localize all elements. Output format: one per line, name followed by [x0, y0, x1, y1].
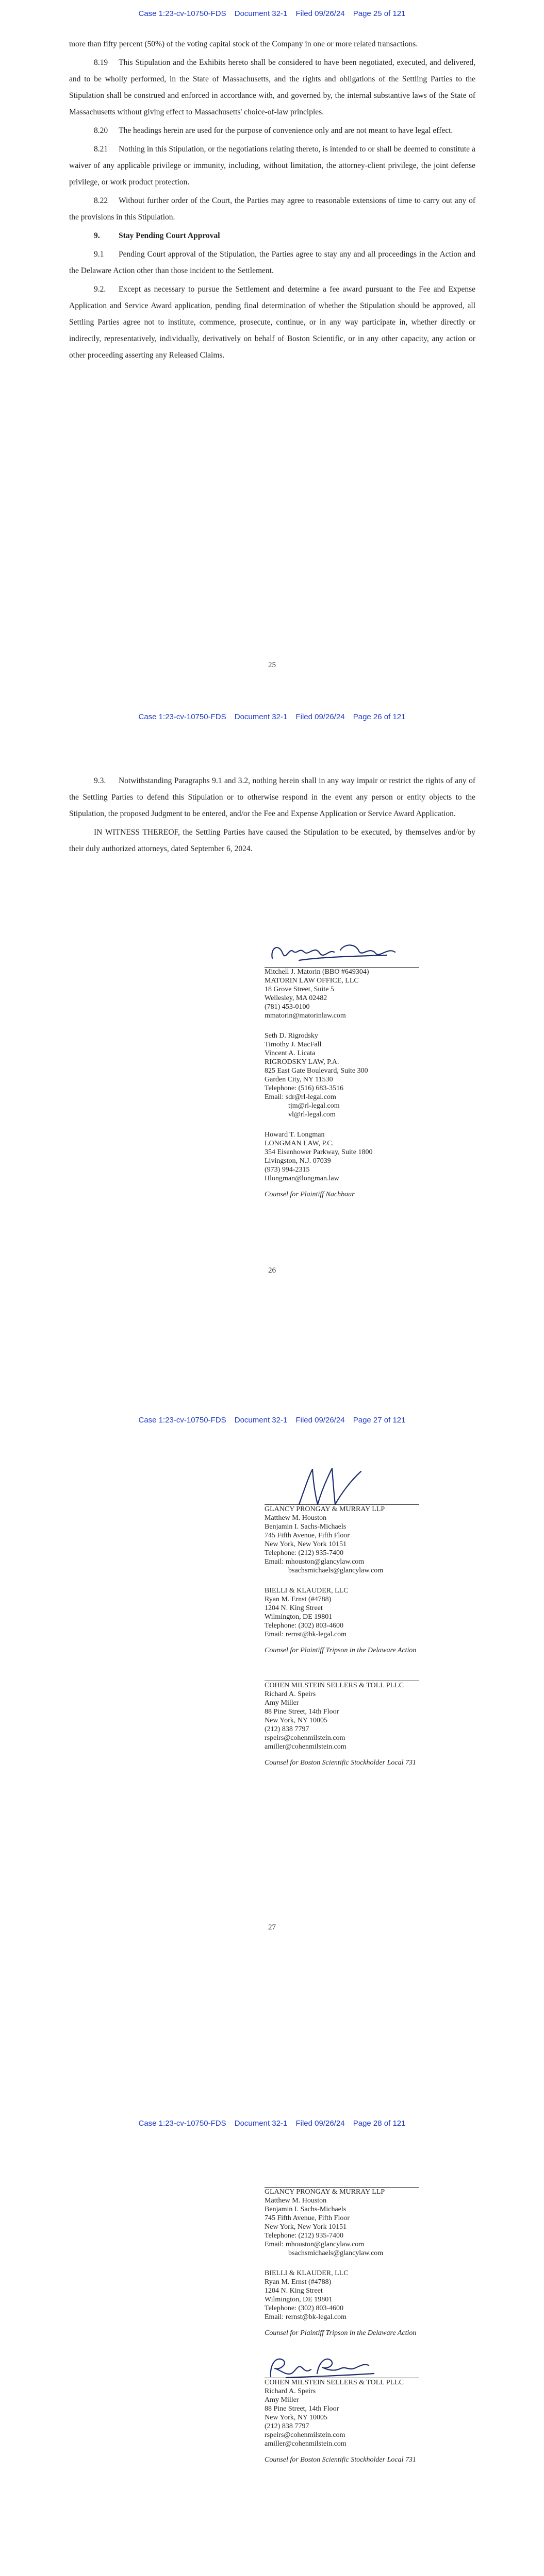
houston-signature [289, 1464, 371, 1507]
email: Email: rernst@bk-legal.com [265, 1631, 347, 1638]
rigrodsky-block [265, 1031, 435, 1119]
phone: Telephone: (516) 683-3516 [265, 1084, 343, 1092]
email: Email: mhouston@glancylaw.com [265, 2241, 365, 2248]
filed-date: Filed 09/26/24 [295, 713, 345, 721]
page-26 [0, 703, 544, 1406]
page-number: 27 [268, 1923, 276, 1931]
email: mmatorin@matorinlaw.com [265, 1012, 346, 1020]
case-number: Case 1:23-cv-10750-FDS [138, 2119, 226, 2128]
address-line: Wellesley, MA 02482 [265, 994, 327, 1002]
paragraph-8-19 [69, 55, 475, 121]
bielli-block [265, 1586, 435, 1639]
email: Email: rernst@bk-legal.com [265, 2313, 347, 2321]
longman-block [265, 1130, 435, 1183]
firm-name: BIELLI & KLAUDER, LLC [265, 1587, 349, 1595]
phone: (973) 994-2315 [265, 1166, 310, 1174]
glancy-block [265, 1505, 435, 1575]
paragraph-8-20 [69, 123, 475, 139]
glancy-block [265, 2188, 435, 2258]
paragraph-text: Pending Court approval of the Stipulation, the Parties agree to stay any and all proceedings in the Action and the Delaware Action other than those incident to the Settlement. [69, 250, 475, 275]
address-line: Wilmington, DE 19801 [265, 2296, 333, 2303]
filed-date: Filed 09/26/24 [295, 1416, 345, 1425]
filed-date: Filed 09/26/24 [295, 9, 345, 18]
attorney-name: Benjamin I. Sachs-Michaels [265, 2206, 347, 2213]
signature-block-glancy [265, 1504, 435, 1655]
counsel-designation: Counsel for Boston Scientific Stockholder Local 731 [265, 2456, 416, 2464]
document-number: Document 32-1 [234, 713, 288, 721]
address-line: 354 Eisenhower Parkway, Suite 1800 [265, 1148, 373, 1156]
page-number: 26 [268, 1266, 276, 1275]
attorney-name: Amy Miller [265, 2396, 299, 2404]
counsel-designation: Counsel for Plaintiff Tripson in the Delaware Action [265, 1647, 417, 1654]
firm-name: COHEN MILSTEIN SELLERS & TOLL PLLC [265, 2379, 404, 2386]
ecf-header [0, 1416, 544, 1425]
page-27 [0, 1406, 544, 2110]
email: Email: sdr@rl-legal.com [265, 1093, 336, 1101]
address-line: 1204 N. King Street [265, 1604, 323, 1612]
address-line: New York, NY 10005 [265, 1717, 327, 1724]
page-of: Page 27 of 121 [353, 1416, 406, 1425]
page-of: Page 26 of 121 [353, 713, 406, 721]
address-line: 745 Fifth Avenue, Fifth Floor [265, 1532, 350, 1539]
paragraph-number: 8.19 [94, 58, 108, 67]
attorney-name: Benjamin I. Sachs-Michaels [265, 1523, 347, 1531]
case-number: Case 1:23-cv-10750-FDS [138, 713, 226, 721]
attorney-name: Mitchell J. Matorin (BBO #649304) [265, 968, 369, 976]
address-line: 88 Pine Street, 14th Floor [265, 1708, 339, 1716]
phone: (212) 838 7797 [265, 2422, 309, 2430]
firm-name: GLANCY PRONGAY & MURRAY LLP [265, 1505, 385, 1513]
speirs-signature [266, 2353, 384, 2381]
paragraph-text: Notwithstanding Paragraphs 9.1 and 3.2, nothing herein shall in any way impair or restrict the rights of any of the Settling Parties to defend this Stipulation or to otherwise respond in the event any person or entity objects to the Stipulation, the proposed Judgment to be entered, and/or the Fee and Expense Application or Service Award Application. [69, 776, 475, 818]
phone: Telephone: (302) 803-4600 [265, 2304, 343, 2312]
attorney-name: Howard T. Longman [265, 1131, 325, 1139]
email: Hlongman@longman.law [265, 1175, 339, 1182]
paragraph-number: 8.20 [94, 126, 108, 135]
attorney-name: Timothy J. MacFall [265, 1041, 322, 1048]
phone: Telephone: (212) 935-7400 [265, 2232, 343, 2240]
counsel-designation: Counsel for Boston Scientific Stockholder Local 731 [265, 1759, 416, 1767]
address-line: New York, New York 10151 [265, 2223, 347, 2231]
page-of: Page 25 of 121 [353, 9, 406, 18]
document-number: Document 32-1 [234, 1416, 288, 1425]
matorin-signature [268, 938, 407, 969]
attorney-name: Richard A. Speirs [265, 2387, 316, 2395]
page-body [69, 36, 475, 366]
section-heading-9 [69, 228, 475, 244]
page-body [69, 773, 475, 859]
firm-name: LONGMAN LAW, P.C. [265, 1140, 334, 1147]
address-line: New York, New York 10151 [265, 1540, 347, 1548]
paragraph-number: 9.1 [94, 250, 104, 259]
paragraph-text: Except as necessary to pursue the Settlement and determine a fee award pursuant to the Fee and Expense Application and Service Award application, pending final determination of whether the Stipulation should be approved, all Settling Parties agree not to institute, commence, prosecute, continue, or in any way participate in, whether directly or indirectly, representatively, individually, derivatively on behalf of Boston Scientific, or in any other capacity, any action or other proceeding asserting any Released Claims. [69, 285, 475, 360]
paragraph-number: 8.21 [94, 145, 108, 154]
signature-block-cohen [265, 1681, 435, 1767]
email: amiller@cohenmilstein.com [265, 1743, 347, 1751]
page-number: 25 [268, 661, 276, 669]
paragraph-number: 9.3. [94, 776, 106, 785]
email: tjm@rl-legal.com [288, 1102, 340, 1110]
case-number: Case 1:23-cv-10750-FDS [138, 9, 226, 18]
matorin-block [265, 968, 435, 1020]
counsel-designation: Counsel for Plaintiff Tripson in the Delaware Action [265, 2329, 417, 2337]
phone: Telephone: (212) 935-7400 [265, 1549, 343, 1557]
ecf-header [0, 713, 544, 721]
page-28 [0, 2110, 544, 2576]
cohen-block [265, 2378, 435, 2448]
paragraph-number: 8.22 [94, 196, 108, 205]
ecf-header [0, 2119, 544, 2128]
attorney-name: Seth D. Rigrodsky [265, 1032, 318, 1040]
firm-name: RIGRODSKY LAW, P.A. [265, 1058, 339, 1066]
filed-date: Filed 09/26/24 [295, 2119, 345, 2128]
phone: (212) 838 7797 [265, 1725, 309, 1733]
attorney-name: Ryan M. Ernst (#4788) [265, 2278, 332, 2286]
bielli-block [265, 2269, 435, 2321]
cohen-block [265, 1681, 435, 1751]
email: vl@rl-legal.com [288, 1111, 336, 1118]
address-line: 745 Fifth Avenue, Fifth Floor [265, 2214, 350, 2222]
paragraph-text: This Stipulation and the Exhibits hereto shall be considered to have been negotiated, executed, and delivered, and to be wholly performed, in the State of Massachusetts, and the rights and obligations of the Settling Parties to the Stipulation shall be construed and enforced in accordance with, and governed by, the internal substantive laws of the State of Massachusetts without giving effect to Massachusetts' choice-of-law principles. [69, 58, 475, 116]
email: bsachsmichaels@glancylaw.com [288, 1567, 384, 1574]
case-number: Case 1:23-cv-10750-FDS [138, 1416, 226, 1425]
email: bsachsmichaels@glancylaw.com [288, 2249, 384, 2257]
paragraph-9-2 [69, 281, 475, 364]
email: rspeirs@cohenmilstein.com [265, 2431, 345, 2439]
signature-block-plaintiff-nachbaur [265, 967, 435, 1199]
address-line: 1204 N. King Street [265, 2287, 323, 2295]
phone: (781) 453-0100 [265, 1003, 310, 1011]
attorney-name: Matthew M. Houston [265, 2197, 327, 2205]
address-line: Wilmington, DE 19801 [265, 1613, 333, 1621]
paragraph-number: 9.2. [94, 285, 106, 294]
address-line: 88 Pine Street, 14th Floor [265, 2405, 339, 2413]
email: amiller@cohenmilstein.com [265, 2440, 347, 2448]
address-line: 18 Grove Street, Suite 5 [265, 986, 334, 993]
ecf-header [0, 9, 544, 18]
attorney-name: Matthew M. Houston [265, 1514, 327, 1522]
attorney-name: Vincent A. Licata [265, 1049, 316, 1057]
signature-block-cohen [265, 2378, 435, 2464]
document-number: Document 32-1 [234, 9, 288, 18]
firm-name: MATORIN LAW OFFICE, LLC [265, 977, 359, 985]
firm-name: BIELLI & KLAUDER, LLC [265, 2269, 349, 2277]
paragraph-8-22 [69, 193, 475, 226]
paragraph-9-1 [69, 246, 475, 279]
address-line: 825 East Gate Boulevard, Suite 300 [265, 1067, 368, 1075]
email: rspeirs@cohenmilstein.com [265, 1734, 345, 1742]
address-line: New York, NY 10005 [265, 2414, 327, 2421]
address-line: Garden City, NY 11530 [265, 1076, 333, 1083]
email: Email: mhouston@glancylaw.com [265, 1558, 365, 1566]
firm-name: GLANCY PRONGAY & MURRAY LLP [265, 2188, 385, 2196]
attorney-name: Ryan M. Ernst (#4788) [265, 1596, 332, 1603]
signature-block-glancy [265, 2187, 435, 2337]
phone: Telephone: (302) 803-4600 [265, 1622, 343, 1630]
attorney-name: Richard A. Speirs [265, 1690, 316, 1698]
section-title: Stay Pending Court Approval [119, 231, 220, 240]
paragraph-9-3 [69, 773, 475, 822]
firm-name: COHEN MILSTEIN SELLERS & TOLL PLLC [265, 1682, 404, 1689]
attorney-name: Amy Miller [265, 1699, 299, 1707]
section-number: 9. [94, 231, 100, 240]
paragraph-text: Without further order of the Court, the Parties may agree to reasonable extensions of time to carry out any of the provisions in this Stipulation. [69, 196, 475, 222]
witness-clause: IN WITNESS THEREOF, the Settling Parties have caused the Stipulation to be executed, by themselves and/or by their duly authorized attorneys, dated September 6, 2024. [69, 828, 475, 853]
counsel-designation: Counsel for Plaintiff Nachbaur [265, 1191, 355, 1198]
paragraph-8-21 [69, 141, 475, 191]
document-number: Document 32-1 [234, 2119, 288, 2128]
address-line: Livingston, N.J. 07039 [265, 1157, 331, 1165]
paragraph-text: Nothing in this Stipulation, or the negotiations relating thereto, is intended to or shall be deemed to constitute a waiver of any applicable privilege or immunity, including, without limitation, the attorney-client privilege, the joint defense privilege, or work product protection. [69, 145, 475, 187]
paragraph-text: The headings herein are used for the purpose of convenience only and are not meant to have legal effect. [119, 126, 453, 135]
page-of: Page 28 of 121 [353, 2119, 406, 2128]
page-25 [0, 0, 544, 703]
paragraph: more than fifty percent (50%) of the voting capital stock of the Company in one or more related transactions. [69, 40, 418, 48]
